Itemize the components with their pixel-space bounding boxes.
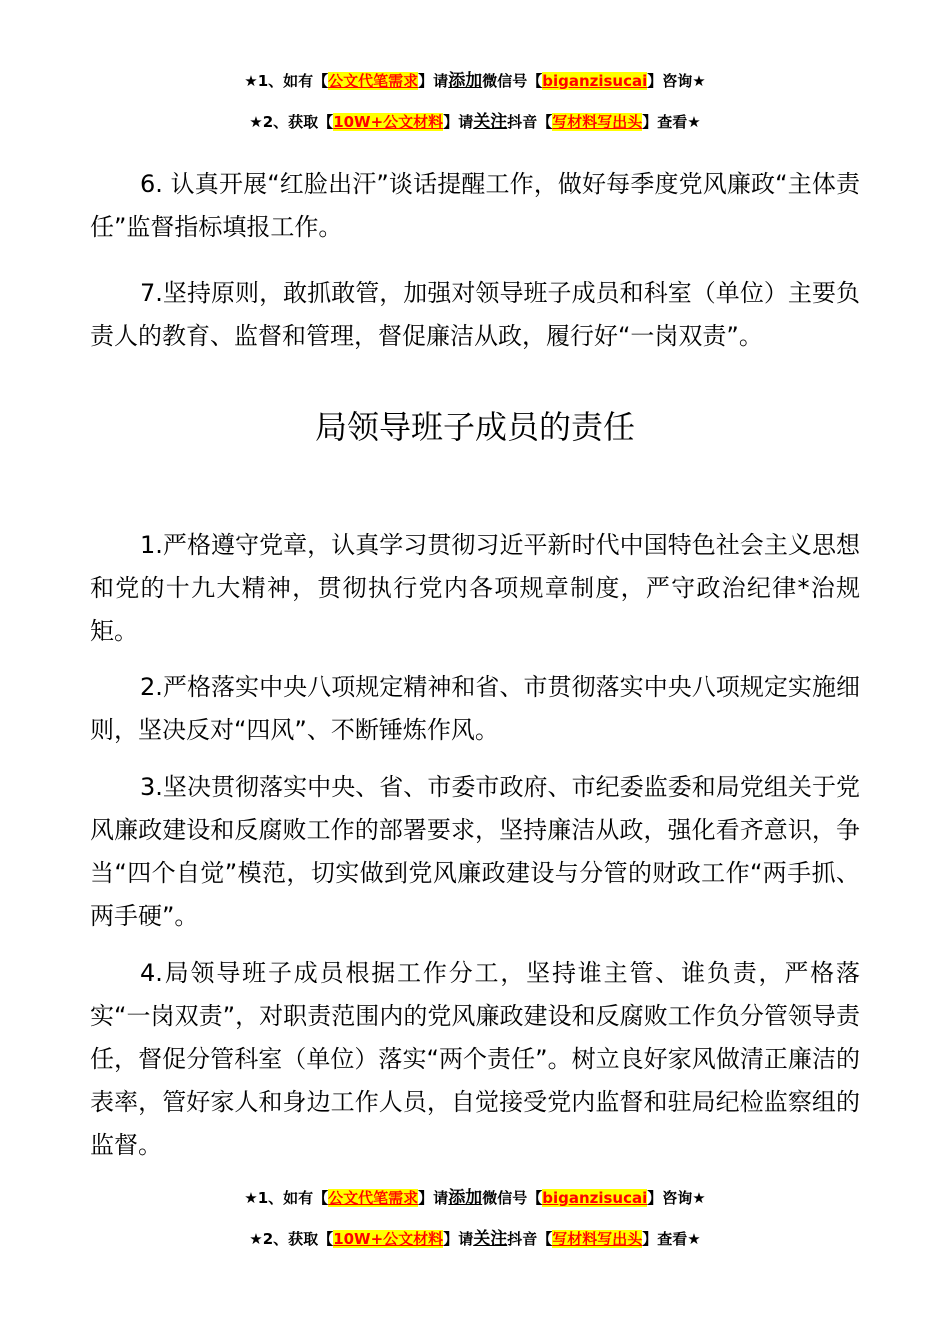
banner-emphasis: 添加 [448,1188,483,1208]
banner-text: 】请 [418,72,449,90]
highlight-douyin-id: 写材料写出头 [552,1230,643,1248]
banner-text: 抖音【 [507,1230,553,1248]
highlight-materials: 10W+公文材料 [333,113,444,131]
paragraph-item-6: 6. 认真开展“红脸出汗”谈话提醒工作，做好每季度党风廉政“主体责任”监督指标填报工作。 [90,170,860,241]
highlight-wechat-id: biganzisucai [542,72,648,90]
highlight-wechat-id: biganzisucai [542,1189,648,1207]
bottom-banner-line-1 [0,1188,950,1208]
banner-text: 】咨询★ [647,1189,706,1207]
bottom-banner-line-2 [0,1229,950,1249]
banner-text: 微信号【 [482,72,543,90]
banner-text: 】请 [443,113,474,131]
banner-text: 】请 [443,1230,474,1248]
banner-emphasis: 关注 [473,1229,508,1249]
paragraph-item-4: 4.局领导班子成员根据工作分工，坚持谁主管、谁负责，严格落实“一岗双责”，对职责范围内的党风廉政建设和反腐败工作负分管领导责任，督促分管科室（单位）落实“两个责任”。树立良好家风做清正廉洁的表率，管好家人和身边工作人员，自觉接受党内监督和驻局纪检监察组的监督。 [90,959,860,1159]
banner-text: 】请 [418,1189,449,1207]
banner-text: 抖音【 [507,113,553,131]
highlight-materials: 10W+公文材料 [333,1230,444,1248]
highlight-service: 公文代笔需求 [328,1189,419,1207]
paragraph-item-1: 1.严格遵守党章，认真学习贯彻习近平新时代中国特色社会主义思想和党的十九大精神，贯彻执行党内各项规章制度，严守政治纪律*治规矩。 [90,531,860,645]
banner-emphasis: 添加 [448,71,483,91]
paragraph-item-7: 7.坚持原则，敢抓敢管，加强对领导班子成员和科室（单位）主要负责人的教育、监督和管理，督促廉洁从政，履行好“一岗双责”。 [90,279,860,350]
paragraph-item-2: 2.严格落实中央八项规定精神和省、市贯彻落实中央八项规定实施细则，坚决反对“四风”、不断锤炼作风。 [90,673,860,744]
highlight-douyin-id: 写材料写出头 [552,113,643,131]
top-banner-line-2 [0,112,950,132]
banner-text: ★2、获取【 [249,1230,334,1248]
banner-text: 】查看★ [642,113,701,131]
banner-text: 】咨询★ [647,72,706,90]
banner-emphasis: 关注 [473,112,508,132]
banner-text: ★1、如有【 [244,1189,329,1207]
highlight-service: 公文代笔需求 [328,72,419,90]
banner-text: 微信号【 [482,1189,543,1207]
top-banner-line-1 [0,71,950,91]
section-heading: 局领导班子成员的责任 [314,408,635,446]
banner-text: 】查看★ [642,1230,701,1248]
paragraph-item-3: 3.坚决贯彻落实中央、省、市委市政府、市纪委监委和局党组关于党风廉政建设和反腐败工作的部署要求，坚持廉洁从政，强化看齐意识，争当“四个自觉”模范，切实做到党风廉政建设与分管的财政工作“两手抓、两手硬”。 [90,773,860,930]
banner-text: ★1、如有【 [244,72,329,90]
banner-text: ★2、获取【 [249,113,334,131]
